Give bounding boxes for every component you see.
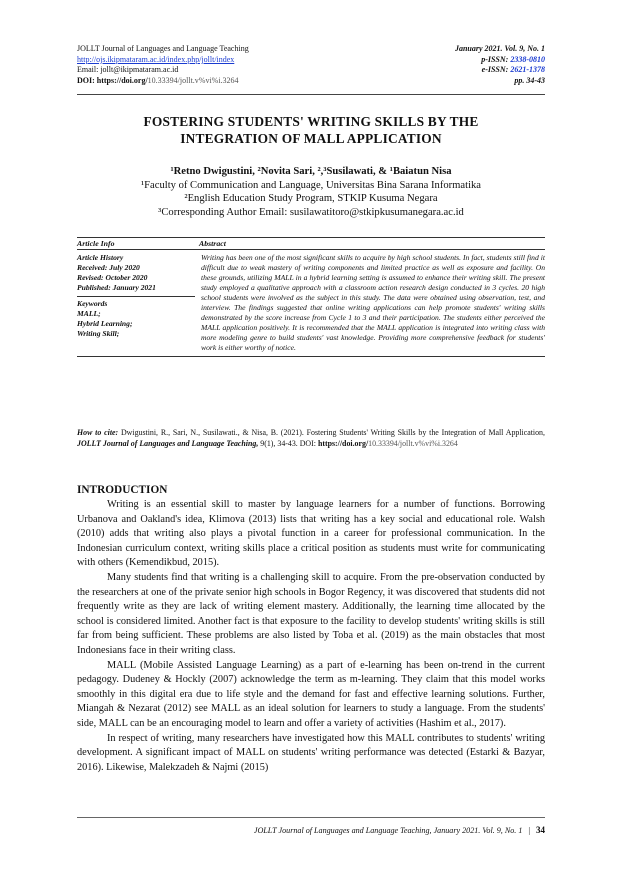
how-to-cite: How to cite: Dwigustini, R., Sari, N., Susilawati., & Nisa, B. (2021). Fostering Students' Writing Skills by the Integration of Mall Application, JOLLT Journal of Languages and Language Teaching, 9(1), 34-43. DOI: https://doi.org/10.33394/jollt.v%vi%i.3264 (77, 428, 545, 448)
paragraph: Writing is an essential skill to master by language learners for a number of functions. Borrowing Urbanova and Oakland's idea, Klimova (2013) lists that writing has a key social and educational role. Walsh (2010) adds that writing also plays a pivotal function in a career for professional communication. In the Indonesian curriculum context, writing skills place a critical position as students must write for communicating with others (Kemendikbud, 2015). (77, 499, 545, 569)
footer-journal: JOLLT Journal of Languages and Language Teaching, January 2021. Vol. 9, No. 1 (253, 826, 523, 835)
paragraph: Many students find that writing is a challenging skill to acquire. From the pre-observation conducted by the researchers at one of the private senior high schools in Bogor Regency, it was discovered that students did not frequently write as they are lack of writing element mastery. Additionally, the learning time allocated by the school is considered limited. Another fact is that exposure to the facility to develop students' writing skills is still far from being sufficient. These problems are also listed by Toba et al. (2019) as the main obstacles that most Indonesians face in their writing class. (77, 571, 545, 656)
paragraph: In respect of writing, many researchers have investigated how this MALL contributes to students' writing development. A significant impact of MALL on students' writing performance was detected (Estarki & Bazyar, 2016). Likewise, Malekzadeh & Najmi (2015) (77, 732, 545, 773)
journal-header (77, 44, 545, 86)
keyword: Hybrid Learning; (77, 319, 133, 328)
journal-email: Email: jollt@ikipmataram.ac.id (77, 65, 179, 75)
e-issn-link[interactable]: 2621-1378 (510, 65, 545, 75)
keywords-heading: Keywords (77, 299, 108, 308)
citation-doi-link[interactable]: 10.33394/jollt.v%vi%i.3264 (368, 439, 458, 448)
issue-info: January 2021. Vol. 9, No. 1 (454, 44, 545, 53)
body-text (77, 498, 545, 775)
p-issn-link[interactable]: 2338-0810 (510, 54, 545, 64)
header-doi-link[interactable]: 10.33394/jollt.v%vi%i.3264 (147, 75, 239, 85)
article-info-heading: Article Info (77, 239, 115, 248)
page-number: 34 (536, 825, 545, 835)
page-footer: JOLLT Journal of Languages and Language Teaching, January 2021. Vol. 9, No. 1 | 34 (253, 825, 545, 835)
corresponding-email: ³Corresponding Author Email: susilawatitoro@stkipkusumanegara.ac.id (158, 206, 464, 218)
authors-block (77, 165, 545, 219)
affiliation-1: ¹Faculty of Communication and Language, Universitas Bina Sarana Informatika (140, 179, 482, 191)
article-history: Article History Received: July 2020 Revised: October 2020 Published: January 2021 Keywords MALL; Hybrid Learning; Writing Skill; (77, 250, 195, 356)
abstract-heading: Abstract (199, 239, 226, 248)
author-names: ¹Retno Dwigustini, ²Novita Sari, ²,³Susilawati, & ¹Baiatun Nisa (170, 166, 452, 177)
page-range: pp. 34-43 (514, 75, 545, 85)
journal-name: JOLLT Journal of Languages and Language Teaching (77, 44, 249, 53)
keyword: Writing Skill; (77, 329, 120, 338)
header-divider (77, 94, 545, 95)
header-doi: DOI: https://doi.org/10.33394/jollt.v%vi%i.3264 (77, 75, 239, 85)
journal-url-link[interactable]: http://ojs.ikipmataram.ac.id/index.php/jollt/index (77, 54, 235, 64)
section-heading: INTRODUCTION (77, 484, 168, 496)
abstract-text: Writing has been one of the most significant skills to acquire by high school students. In fact, students still find it difficult due to weak mastery of writing components and limited practice as well as exposure and facility. On these grounds, utilizing MALL in a hybrid learning setting is assumed to enhance their writing skill. The present study employed a qualitative approach with a classroom action research design conducted in 3 cycles. 20 high school students were involved as the subject in this study. The data were obtained using observation, test, and interview. The findings suggested that online writing applications can help promote students' writing skills demonstrated by the score increase from Cycle 1 to 3 and their participation. The students either perceived the MALL application positively. It is recommended that the MALL application is integrated into writing class with more modeling genre to build students' vast knowledge. Providing more comprehensive feedback for students' work is either worthy of notice. (201, 253, 545, 353)
keyword: MALL; (77, 309, 101, 318)
article-info-table (77, 237, 545, 357)
p-issn: p-ISSN: 2338-0810 (481, 54, 545, 64)
e-issn: e-ISSN: 2621-1378 (481, 65, 545, 75)
article-title: FOSTERING STUDENTS' WRITING SKILLS BY THE INTEGRATION OF MALL APPLICATION (143, 114, 479, 146)
footer-divider (77, 817, 545, 818)
paragraph: MALL (Mobile Assisted Language Learning) as a part of e-learning has been on-trend in the current pedagogy. Dudeney & Hockly (2007) acknowledge the term as m-learning. They claim that this model works smoothly in this digital era due to life style and the demand for fast and effective learning solutions. Further, Miangah & Nezarat (2012) see MALL as an ideal solution for learners to study a language. From the students' side, MALL can be an encouraging model to learn and offer a variety of activities (Hashim et al., 2017). (77, 659, 545, 729)
affiliation-2: ²English Education Study Program, STKIP Kusuma Negara (184, 193, 438, 205)
